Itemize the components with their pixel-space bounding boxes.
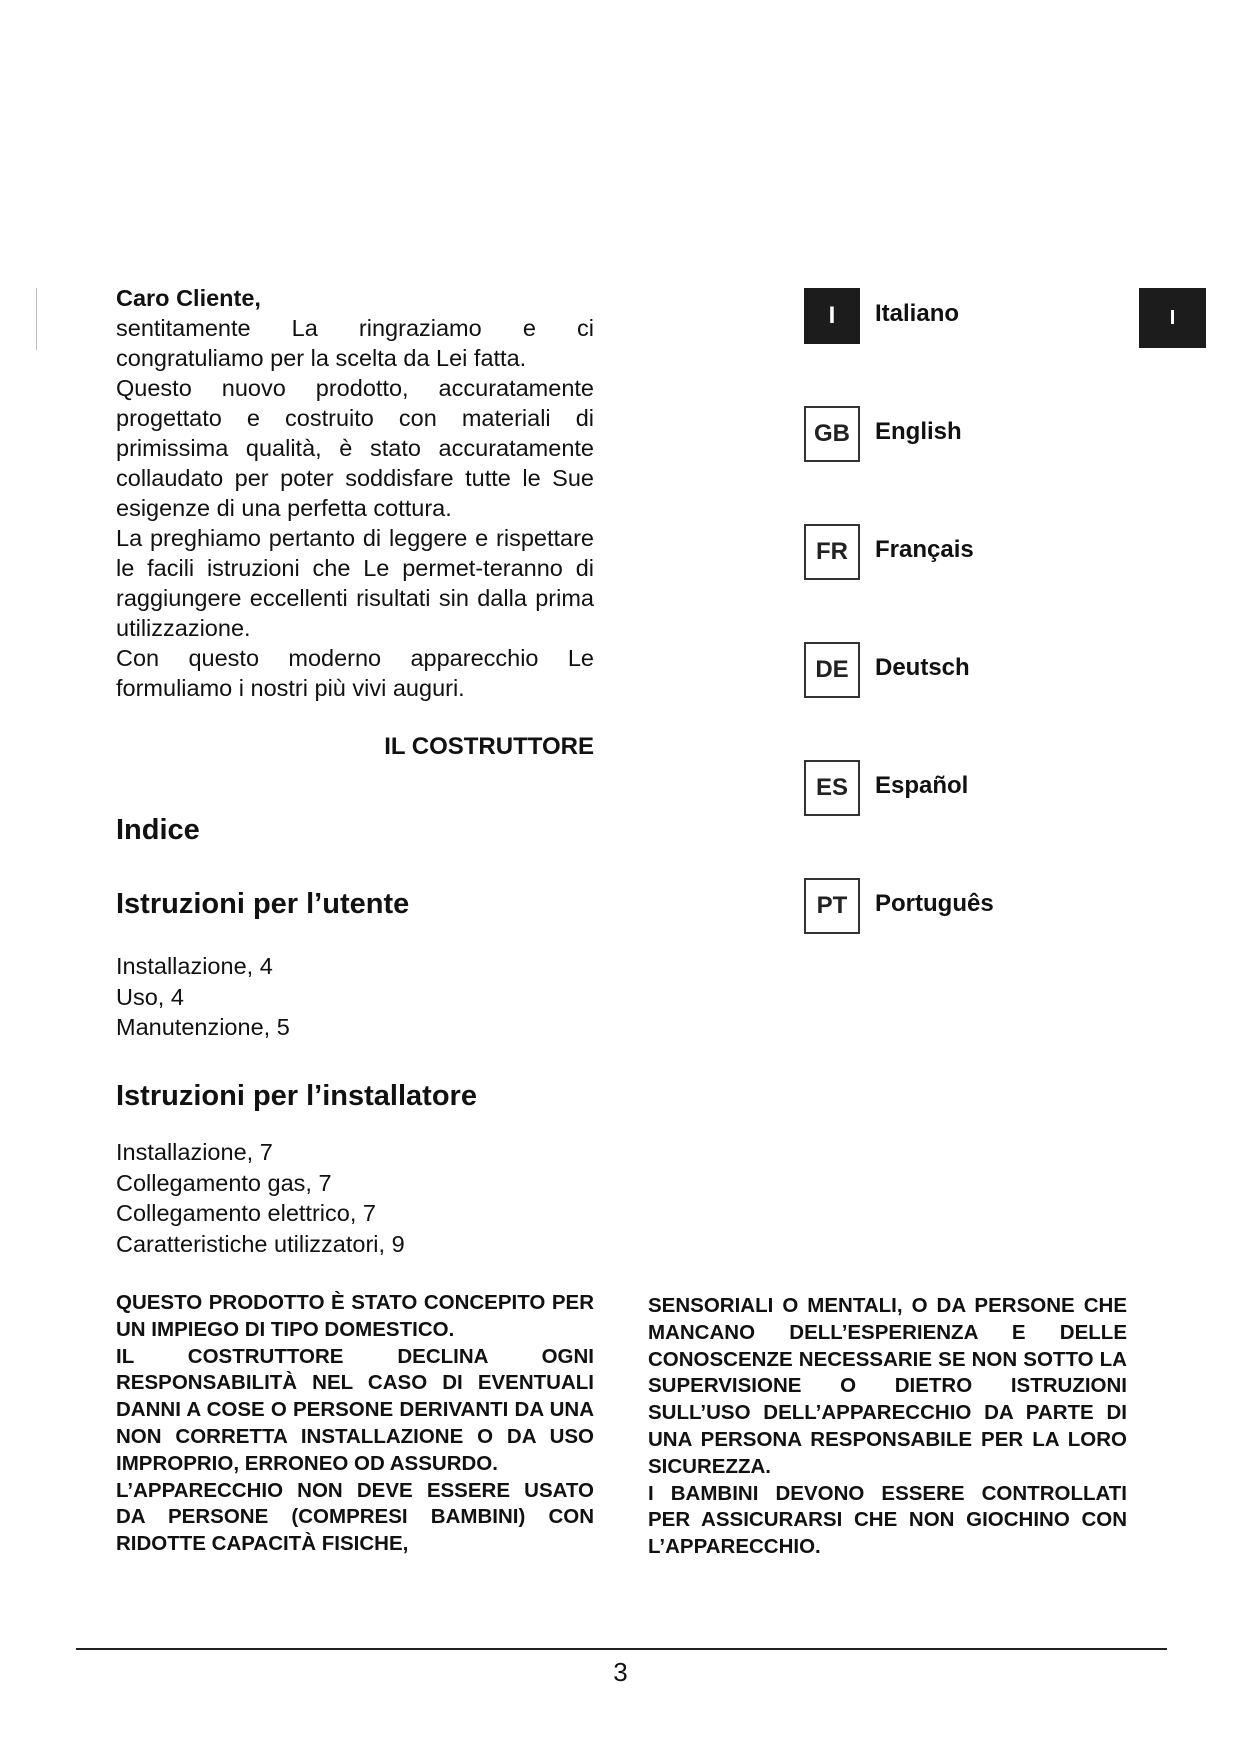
greeting-paragraph: sentitamente La ringraziamo e ci congratuliamo per la scelta da Lei fatta. [116,315,594,371]
user-toc-list [116,951,290,1043]
warning-right-column [648,1293,1127,1561]
toc-item[interactable]: Uso, 4 [116,983,184,1010]
greeting-paragraph: Con questo moderno apparecchio Le formuliamo i nostri più vivi auguri. [116,645,594,701]
language-code-badge: PT [804,878,860,934]
language-code-badge: I [804,288,860,344]
installer-section-title: Istruzioni per l’installatore [116,1080,477,1112]
user-section-title: Istruzioni per l’utente [116,888,410,920]
greeting-letter [116,283,594,703]
warning-left-column [116,1290,594,1558]
margin-mark [36,288,37,350]
footer-rule [76,1648,1167,1650]
language-code-badge: ES [804,760,860,816]
toc-item[interactable]: Installazione, 7 [116,1139,273,1165]
greeting-paragraph: La preghiamo pertanto di leggere e rispettare le facili istruzioni che Le permet-teranno di raggiungere eccellenti risultati sin dalla prima utilizzazione. [116,525,594,641]
toc-item[interactable]: Installazione, 4 [116,953,273,979]
language-code-badge: DE [804,642,860,698]
warning-paragraph: I BAMBINI DEVONO ESSERE CONTROLLATI PER ASSICURARSI CHE NON GIOCHINO CON L’APPARECCHIO. [648,1481,1127,1559]
language-code-badge: FR [804,524,860,580]
warning-paragraph: SENSORIALI O MENTALI, O DA PERSONE CHE MANCANO DELL’ESPERIENZA E DELLE CONOSCENZE NECESSARIE SE NON SOTTO LA SUPERVISIONE O DIETRO ISTRUZIONI SULL’USO DELL’APPARECCHIO DA PARTE DI UNA PERSONA RESPONSABILE PER LA LORO SICUREZZA. [648,1294,1127,1478]
toc-item[interactable]: Collegamento elettrico, 7 [116,1200,376,1226]
warning-paragraph: L’APPARECCHIO NON DEVE ESSERE USATO DA PERSONE (COMPRESI BAMBINI) CON RIDOTTE CAPACITÀ FISICHE, [116,1478,594,1556]
language-name: Español [875,772,969,799]
language-name: Deutsch [875,654,970,681]
language-name: English [875,418,962,445]
toc-item[interactable]: Collegamento gas, 7 [116,1169,332,1196]
language-name: Italiano [875,300,960,327]
index-title: Indice [116,814,200,846]
toc-item[interactable]: Manutenzione, 5 [116,1014,290,1040]
installer-toc-list [116,1137,405,1259]
toc-item[interactable]: Caratteristiche utilizzatori, 9 [116,1230,405,1257]
page-number: 3 [613,1657,628,1687]
greeting-paragraph: Questo nuovo prodotto, accuratamente progettato e costruito con materiali di primissima qualità, è stato accuratamente collaudato per poter soddisfare tutte le Sue esigenze di una perfetta cottura. [116,375,594,521]
language-tab-marker: I [1139,288,1206,348]
warning-paragraph: IL COSTRUTTORE DECLINA OGNI RESPONSABILITÀ NEL CASO DI EVENTUALI DANNI A COSE O PERSONE DERIVANTI DA UNA NON CORRETTA INSTALLAZIONE O DA USO IMPROPRIO, ERRONEO OD ASSURDO. [116,1344,594,1475]
signoff: IL COSTRUTTORE [384,733,594,760]
language-name: Português [875,890,994,917]
warning-paragraph: QUESTO PRODOTTO È STATO CONCEPITO PER UN IMPIEGO DI TIPO DOMESTICO. [116,1291,594,1341]
language-name: Français [875,536,974,563]
salutation: Caro Cliente, [116,285,261,311]
language-code-badge: GB [804,406,860,462]
